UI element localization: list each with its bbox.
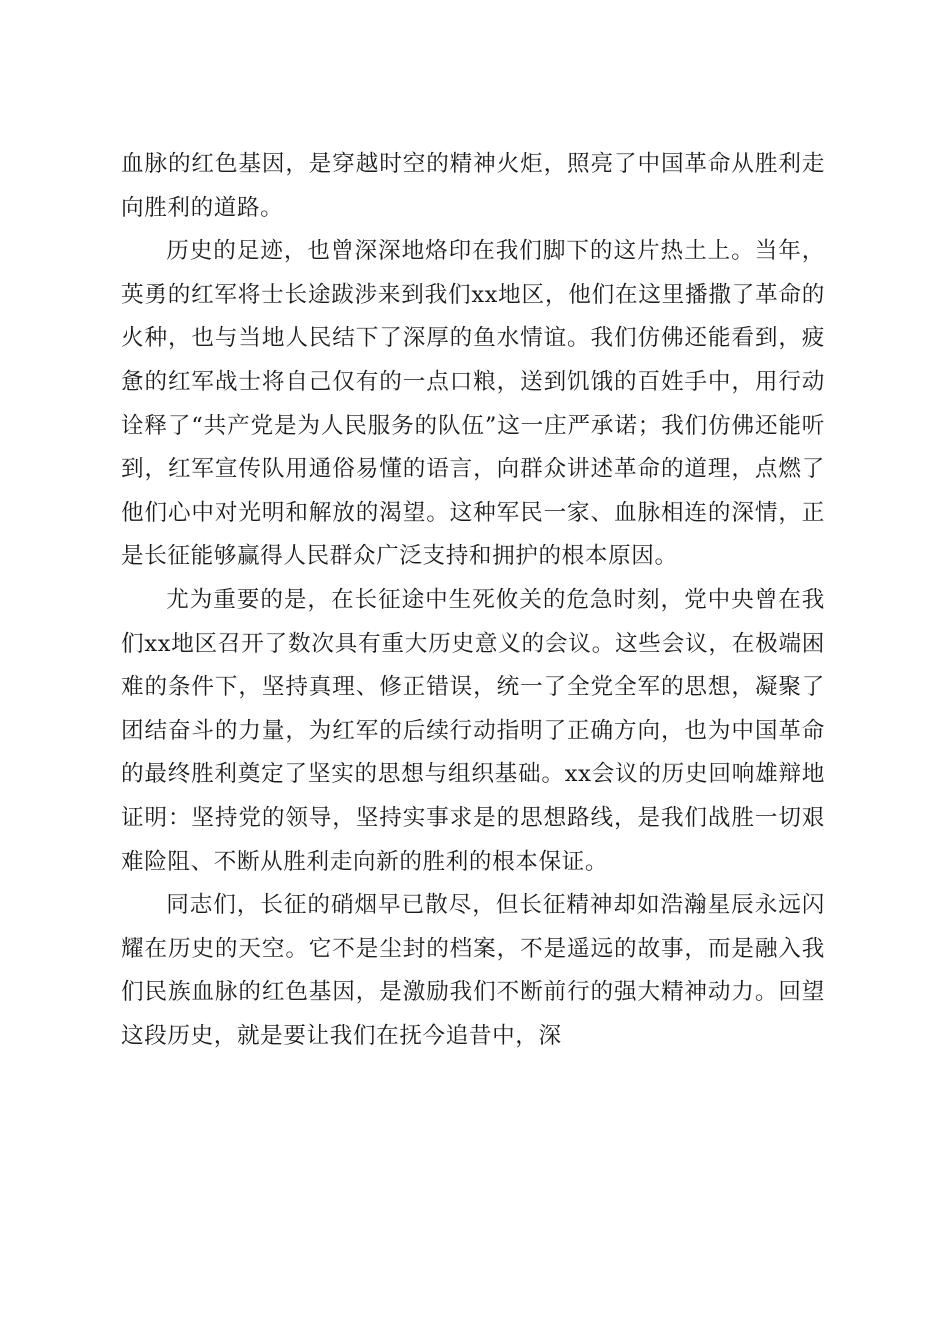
paragraph-long-march-spirit: 同志们，长征的硝烟早已散尽，但长征精神却如浩瀚星辰永远闪耀在历史的天空。它不是尘封的档案，不是遥远的故事，而是融入我们民族血脉的红色基因，是激励我们不断前行的强大精神动力。回望这段历史，就是要让我们在抚今追昔中，深: [121, 892, 825, 1049]
document-body: [121, 143, 825, 1058]
paragraph-continuation: 血脉的红色基因，是穿越时空的精神火炬，照亮了中国革命从胜利走向胜利的道路。: [121, 151, 825, 221]
paragraph-meetings: 尤为重要的是，在长征途中生死攸关的危急时刻，党中央曾在我们xx地区召开了数次具有重大历史意义的会议。这些会议，在极端困难的条件下，坚持真理、修正错误，统一了全党全军的思想，凝聚了团结奋斗的力量，为红军的后续行动指明了正确方向，也为中国革命的最终胜利奠定了坚实的思想与组织基础。xx会议的历史回响雄辩地证明：坚持党的领导，坚持实事求是的思想路线，是我们战胜一切艰难险阻、不断从胜利走向新的胜利的根本保证。: [121, 586, 825, 875]
paragraph-history-footprints: 历史的足迹，也曾深深地烙印在我们脚下的这片热土上。当年，英勇的红军将士长途跋涉来到我们xx地区，他们在这里播撒了革命的火种，也与当地人民结下了深厚的鱼水情谊。我们仿佛还能看到，疲惫的红军战士将自己仅有的一点口粮，送到饥饿的百姓手中，用行动诠释了“共产党是为人民服务的队伍”这一庄严承诺；我们仿佛还能听到，红军宣传队用通俗易懂的语言，向群众讲述革命的道理，点燃了他们心中对光明和解放的渴望。这种军民一家、血脉相连的深情，正是长征能够赢得人民群众广泛支持和拥护的根本原因。: [121, 238, 825, 570]
